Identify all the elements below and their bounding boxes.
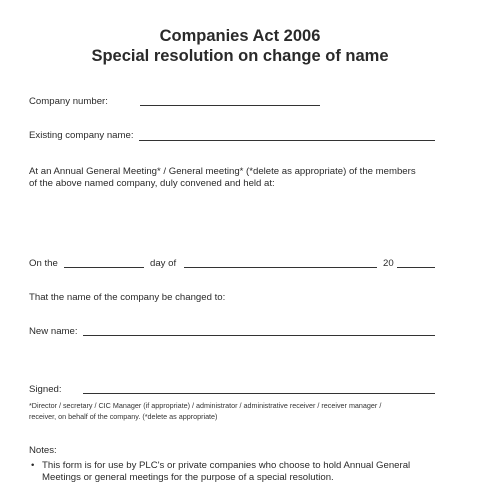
- company-number-label: Company number:: [29, 96, 108, 107]
- notes-heading: Notes:: [29, 445, 57, 456]
- note-item1-line1: This form is for use by PLC's or private companies who choose to hold Annual General: [42, 460, 411, 471]
- year-prefix: 20: [383, 258, 394, 269]
- footnote-line2: receiver, on behalf of the company. (*delete as appropriate): [29, 412, 218, 421]
- note-item1-line2: Meetings or general meetings for the purpose of a special resolution.: [42, 472, 334, 483]
- on-the-label: On the: [29, 258, 58, 269]
- new-name-field[interactable]: [83, 335, 435, 336]
- meeting-text-line2: of the above named company, duly convened and held at:: [29, 178, 275, 189]
- signed-label: Signed:: [29, 384, 62, 395]
- day-number-field[interactable]: [64, 267, 144, 268]
- page-title: Companies Act 2006: [159, 27, 321, 45]
- company-number-field[interactable]: [140, 105, 320, 106]
- month-field[interactable]: [184, 267, 377, 268]
- existing-name-label: Existing company name:: [29, 130, 134, 141]
- signature-field[interactable]: [83, 393, 435, 394]
- existing-name-field[interactable]: [139, 140, 435, 141]
- new-name-label: New name:: [29, 326, 78, 337]
- resolution-text: That the name of the company be changed to:: [29, 292, 226, 303]
- day-of-label: day of: [150, 258, 177, 269]
- year-field[interactable]: [397, 267, 435, 268]
- footnote-line1: *Director / secretary / CIC Manager (if appropriate) / administrator / administrative receiver / receiver manager /: [29, 401, 382, 410]
- bullet-icon: •: [31, 460, 35, 471]
- meeting-text-line1: At an Annual General Meeting* / General meeting* (*delete as appropriate) of the members: [29, 166, 416, 177]
- page-subtitle: Special resolution on change of name: [91, 47, 389, 65]
